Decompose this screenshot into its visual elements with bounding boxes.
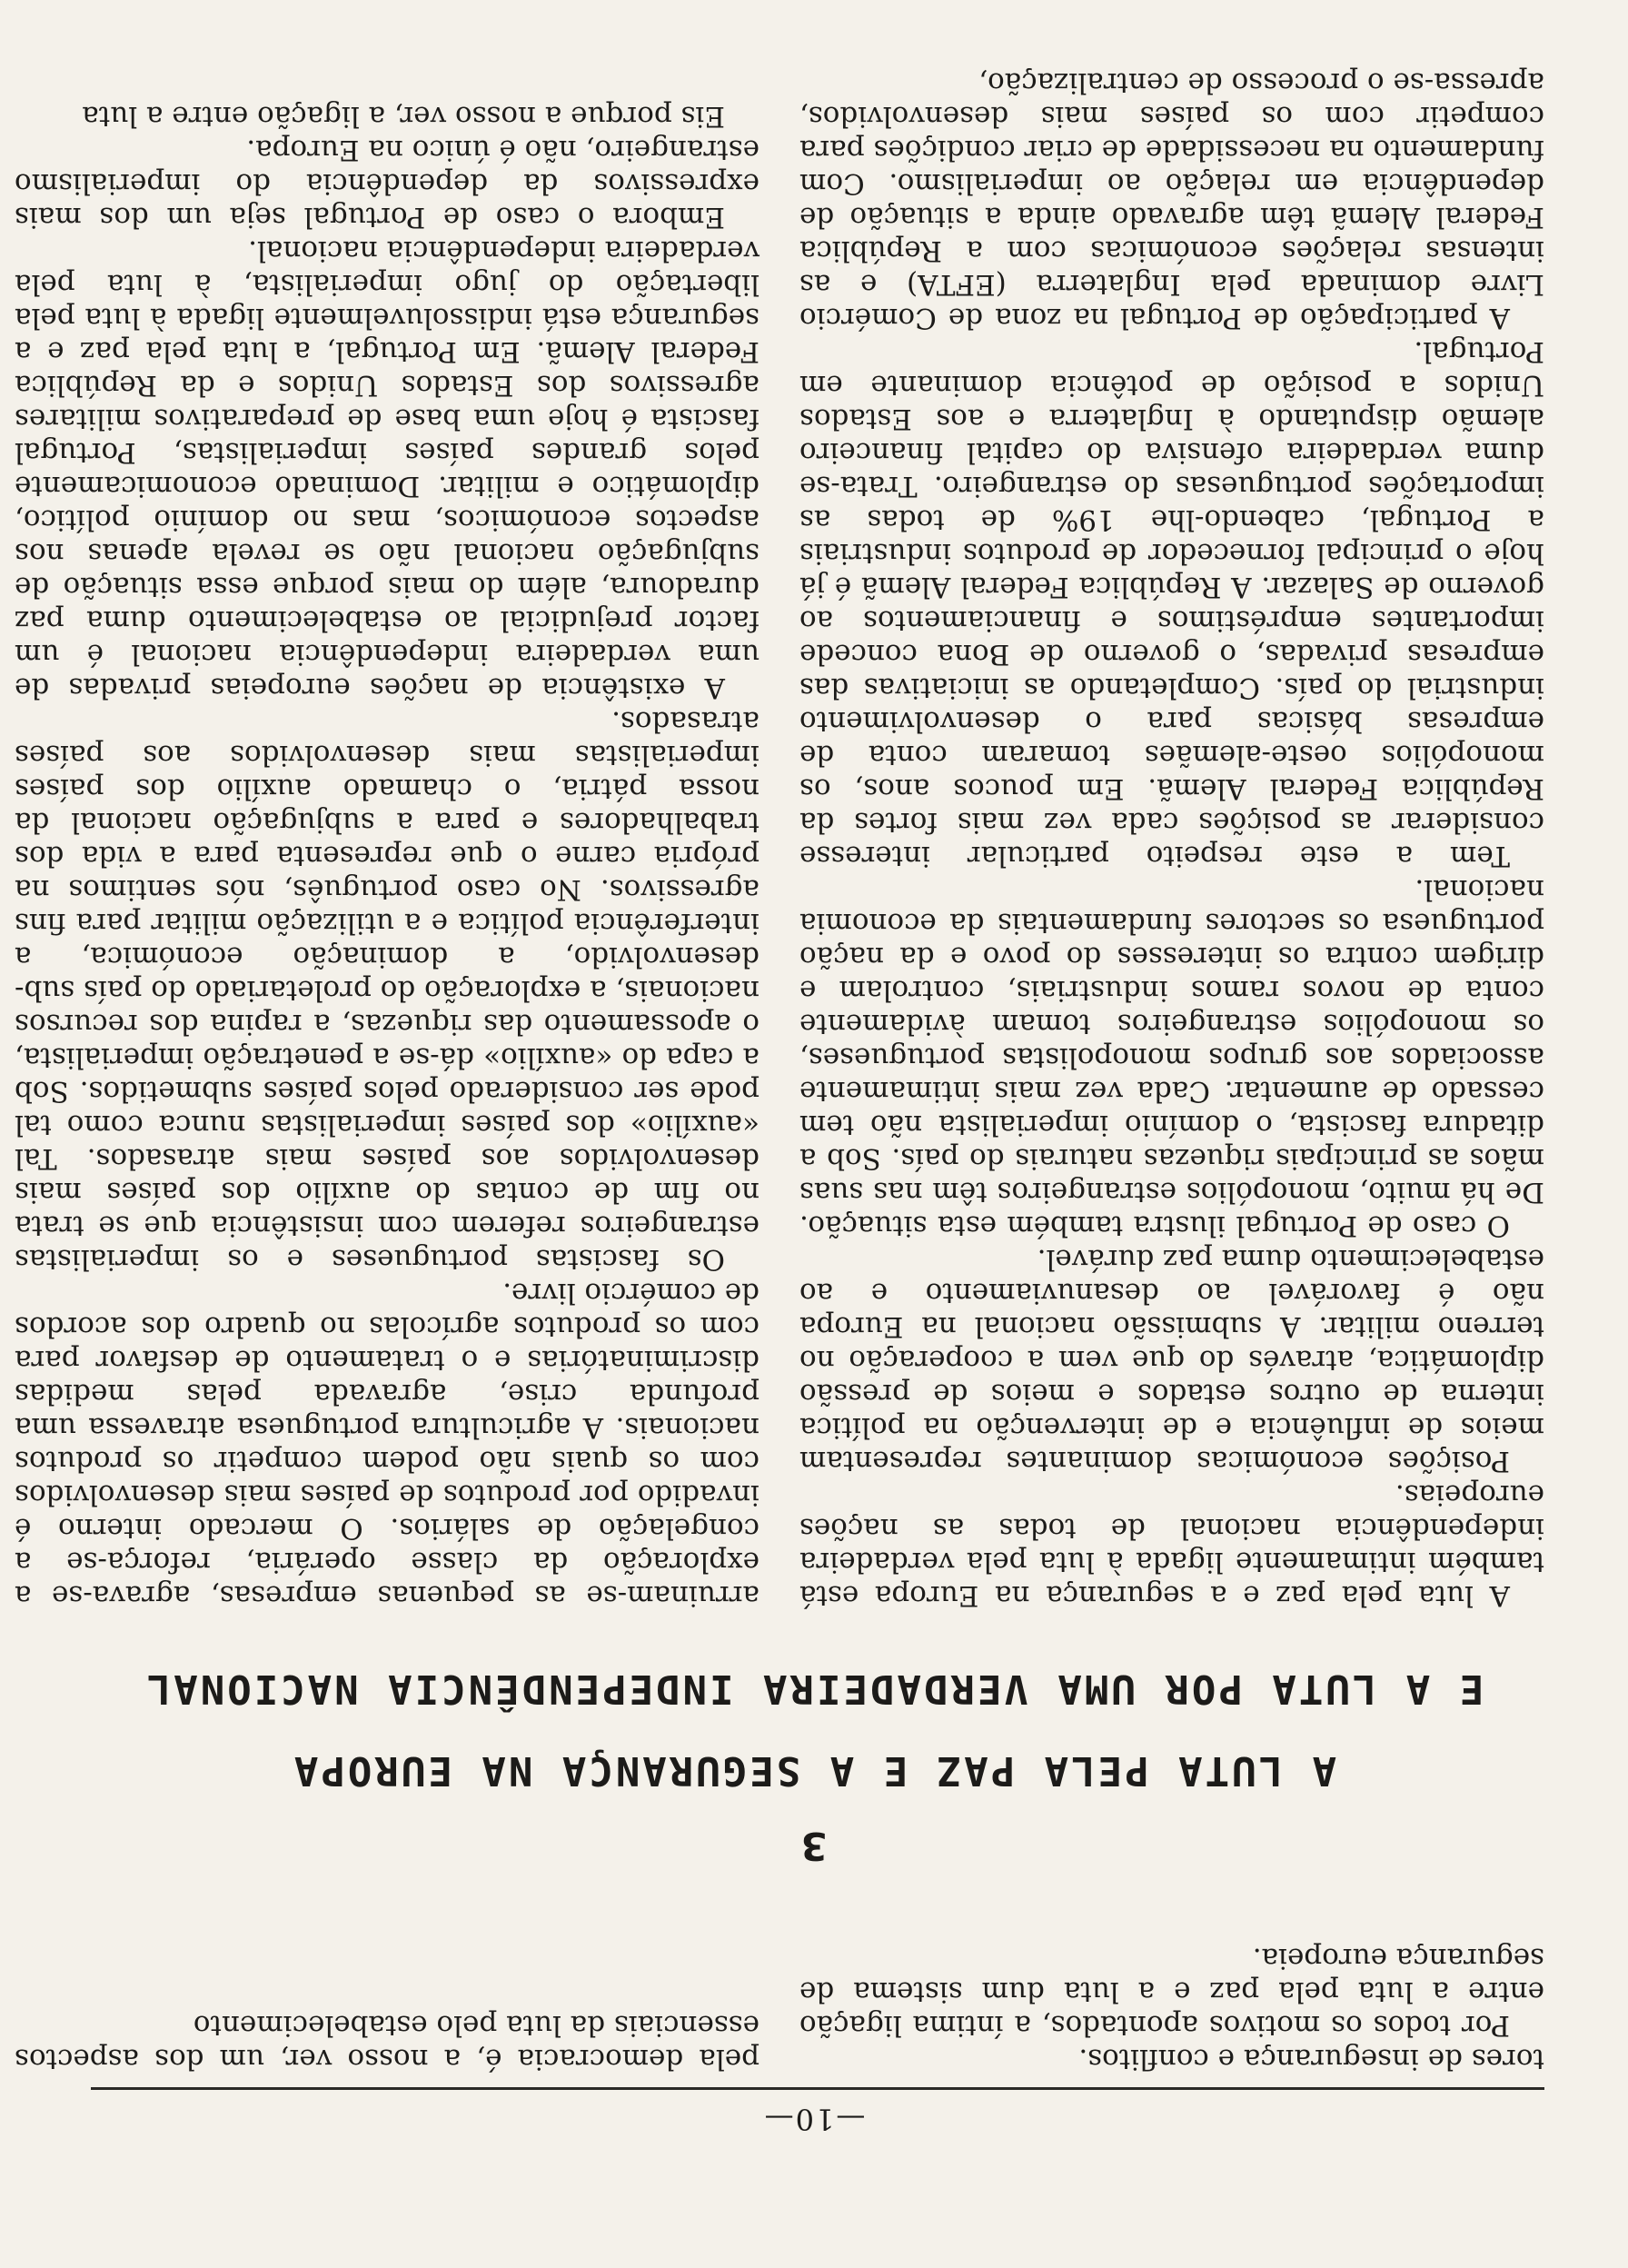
- paragraph: A participação de Portugal na zona de Comércio Livre dominada pela Inglaterra (EFTA) e as intensas relações económicas com a República Federal Alemã têm agravado ainda a situação de dependência em relação ao imperialismo. Com fundamento na necessidade de criar condições para competir com os países mais desenvolvidos, apressa-se o processo de centralização,: [799, 66, 1544, 334]
- paragraph: tores de insegurança e conflitos.: [1078, 2043, 1544, 2075]
- main-left-column: [799, 65, 1544, 1612]
- paragraph: pela democracia é, a nosso ver, um dos aspectos essenciais da luta pelo estabelecimento: [15, 2009, 759, 2075]
- section-title-line-1: A LUTA PELA PAZ E A SEGURANÇA NA EUROPA: [291, 1747, 1337, 1794]
- paragraph: Os fascistas portugueses e os imperialistas estrangeiros referem com insistência que se trata no fim de contas do auxílio dos países mais desenvolvidos aos países mais atrasados. Tal «auxílio» dos países imperialistas nunca como tal pode ser considerado pelos países submetidos. Sob a capa do «auxílio» dá-se a penetração imperialista, o apossamento das riquezas, a rapina dos recursos nacionais, a exploração do proletariado do país sub-desenvolvido, a dominação económica, a interferência política e a utilização militar para fins agressivos. No caso português, nós sentimos na própria carne o que representa para a vida dos trabalhadores e para a subjugação nacional da nossa pátria, o chamado auxílio dos países imperialistas mais desenvolvidos aos países atrasados.: [15, 705, 759, 1276]
- paragraph: A existência de nações europeias privadas de uma verdadeira independência nacional é um factor prejudicial ao estabelecimento duma paz duradoura, além do mais porque essa situação de subjugação nacional não se revela apenas nos aspectos económicos, mas no domínio político, diplomático e militar. Dominado economicamente pelos grandes países imperialistas, Portugal fascista é hoje uma base de preparativos militares agressivos dos Estados Unidos e da República Federal Alemã. Em Portugal, a luta pela paz e a segurança está indissoluvelmente ligada à luta pela libertação do jugo imperialista, à luta pela verdadeira independência nacional.: [15, 234, 759, 704]
- paragraph: arruinam-se as pequenas empresas, agrava-se a exploração da classe operária, reforça-se a congelação de salários. O mercado interno é invadido por produtos de países mais desenvolvidos com os quais não podem competir os produtos nacionais. A agricultura portuguesa atravessa uma profunda crise, agravada pelas medidas discriminatórias e o tratamento de desfavor para com os produtos agrícolas no quadro dos acordos de comércio livre.: [15, 1277, 759, 1612]
- top-right-column: [15, 2008, 759, 2075]
- paragraph: Tem a este respeito particular interesse considerar as posições cada vez mais fortes da República Federal Alemã. Em poucos anos, os monopólios oeste-alemães tomaram conta de empresas básicas para o desenvolvimento industrial do país. Completando as iniciativas das empresas privadas, o governo de Bona concede importantes empréstimos e financiamentos ao governo de Salazar. A República Federal Alemã é já hoje o principal fornecedor de produtos industriais a Portugal, cabendo-lhe 19% de todas as importações portuguesas do estrangeiro. Trata-se duma verdadeira ofensiva do capital financeiro alemão disputando à Inglaterra e aos Estados Unidos a posição de potência dominante em Portugal.: [799, 335, 1544, 872]
- paragraph: Posições económicas dominantes representam meios de influência e de intervenção na política interna de outros estados e meios de pressão diplomática, através do que vem a cooperação no terreno militar. A submissão nacional na Europa não é favorável ao desanuviamento e ao estabelecimento duma paz durável.: [799, 1243, 1544, 1477]
- header-rule: [91, 2087, 1544, 2090]
- section-number: 3: [800, 1824, 828, 1868]
- top-left-column: [799, 1941, 1544, 2075]
- page-number: —10—: [762, 2102, 866, 2136]
- main-right-column: [15, 99, 759, 1612]
- paragraph: O caso de Portugal ilustra também esta situação. De há muito, monopólios estrangeiros têm nas suas mãos as principais riquezas naturais do país. Sob a ditadura fascista, o domínio imperialista não tem cessado de aumentar. Cada vez mais intimamente associados aos grupos monopolistas portugueses, os monopólios estrangeiros tomam àvidamente conta de novos ramos industriais, controlam e dirigem contra os interesses do povo e da nação portuguesa os sectores fundamentais da economia nacional.: [799, 873, 1544, 1242]
- paragraph: A luta pela paz e a segurança na Europa está também intimamente ligada à luta pela verdadeira independência nacional de todas as nações europeias.: [799, 1478, 1544, 1612]
- section-title-line-2: E A LUTA POR UMA VERDADEIRA INDEPENDÊNCIA NACIONAL: [144, 1666, 1484, 1712]
- paragraph: Embora o caso de Portugal seja um dos mais expressivos da dependência do imperialismo estrangeiro, não é único na Europa.: [15, 134, 759, 234]
- paragraph: Por todos os motivos apontados, a íntima ligação entre a luta pela paz e a luta dum sistema de segurança europeia.: [799, 1942, 1544, 2042]
- paragraph: Eis porque a nosso ver, a ligação entre a luta: [82, 100, 725, 133]
